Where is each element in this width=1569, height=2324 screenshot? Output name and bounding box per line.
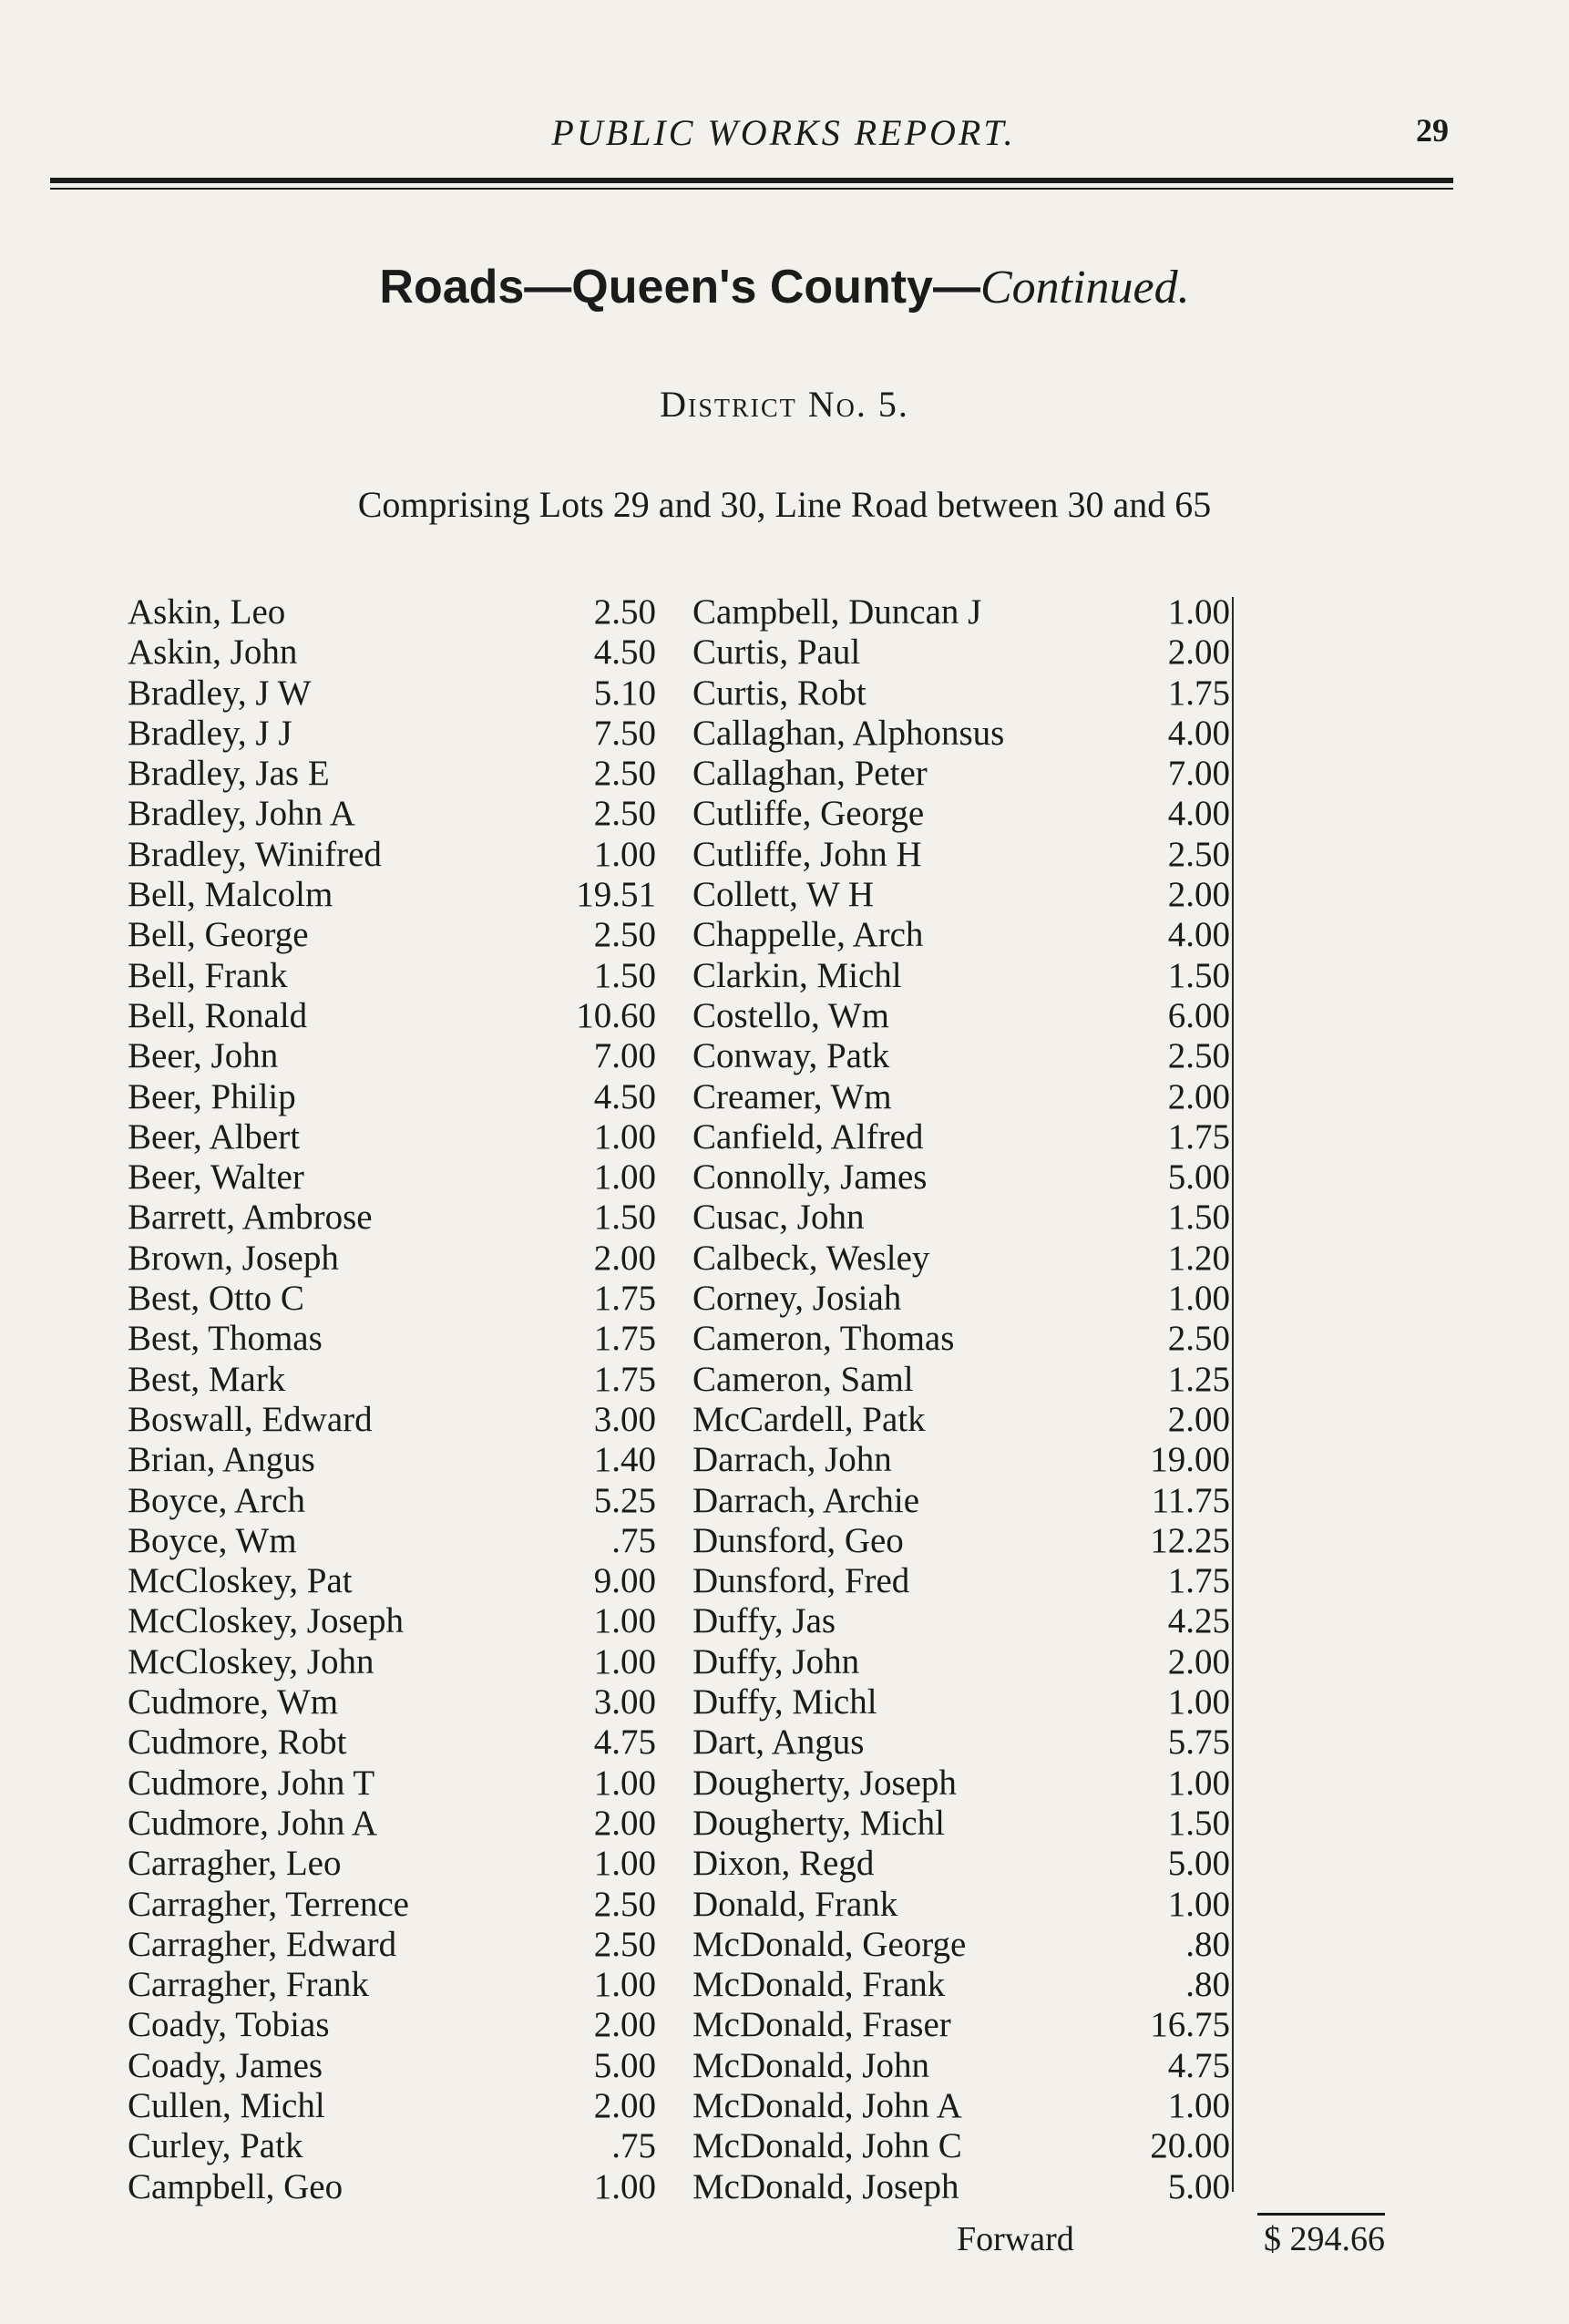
list-item	[692, 915, 1230, 955]
payee-name: Boyce, Arch	[128, 1480, 305, 1520]
list-item	[692, 1764, 1230, 1804]
payee-name: Callaghan, Peter	[692, 754, 928, 794]
list-item	[692, 1077, 1230, 1117]
list-item	[128, 632, 656, 673]
payee-name: Cudmore, Robt	[128, 1722, 347, 1763]
payee-amount: .75	[611, 2126, 656, 2166]
payee-amount: 1.00	[1167, 592, 1230, 632]
payee-name: Carragher, Terrence	[128, 1884, 409, 1924]
payee-amount: 2.50	[593, 754, 656, 794]
payee-amount: 2.00	[1167, 1399, 1230, 1439]
payee-amount: 4.25	[1167, 1601, 1230, 1641]
list-item	[692, 1481, 1230, 1521]
list-item	[128, 1925, 656, 1965]
list-item	[128, 1844, 656, 1884]
payee-name: Dougherty, Joseph	[692, 1763, 957, 1803]
payee-name: Dunsford, Geo	[692, 1520, 904, 1560]
payee-amount: 1.00	[593, 1601, 656, 1641]
list-item	[692, 754, 1230, 794]
payee-name: Dunsford, Fred	[692, 1561, 910, 1601]
list-item	[128, 1885, 656, 1925]
payee-amount: 2.50	[593, 1924, 656, 1964]
payee-name: Brown, Joseph	[128, 1238, 339, 1278]
payee-name: Best, Otto C	[128, 1279, 304, 1319]
list-item	[128, 1117, 656, 1157]
list-item	[128, 754, 656, 794]
payee-name: Cudmore, John T	[128, 1763, 375, 1803]
payee-name: Creamer, Wm	[692, 1076, 892, 1116]
payee-name: Bell, Malcolm	[128, 875, 333, 915]
payee-amount: 1.50	[1167, 1803, 1230, 1843]
list-item	[128, 592, 656, 632]
payee-amount: 2.00	[1167, 1076, 1230, 1116]
payee-amount: 1.00	[593, 834, 656, 874]
payee-amount: 1.50	[1167, 955, 1230, 995]
list-item	[692, 674, 1230, 714]
payee-amount: 2.00	[593, 2085, 656, 2125]
payee-name: Curley, Patk	[128, 2126, 303, 2166]
payee-amount: 1.00	[1167, 1763, 1230, 1803]
payee-name: Costello, Wm	[692, 995, 889, 1035]
payee-amount: 1.00	[593, 1641, 656, 1681]
payee-amount: 1.00	[593, 1844, 656, 1884]
list-item	[128, 1601, 656, 1641]
list-item	[128, 794, 656, 834]
section-title-continued: Continued.	[979, 262, 1190, 314]
running-title: PUBLIC WORKS REPORT.	[551, 112, 1016, 153]
payee-name: Cudmore, John A	[128, 1803, 378, 1843]
payee-name: Beer, Albert	[128, 1116, 301, 1157]
payee-name: Duffy, John	[692, 1641, 860, 1681]
forward-total: $ 294.66	[1264, 2220, 1385, 2258]
list-item	[128, 1239, 656, 1279]
payee-name: McCloskey, Pat	[128, 1561, 353, 1601]
payee-amount: 3.00	[593, 1682, 656, 1722]
list-item	[128, 1642, 656, 1682]
list-item	[128, 1440, 656, 1480]
payee-name: Bradley, J J	[128, 713, 292, 753]
list-item	[692, 1036, 1230, 1076]
payee-name: Bradley, John A	[128, 794, 355, 834]
list-item	[692, 996, 1230, 1036]
payee-amount: 7.00	[593, 1036, 656, 1076]
list-item	[128, 956, 656, 996]
payee-name: Curtis, Robt	[692, 673, 867, 713]
payee-name: Carragher, Edward	[128, 1924, 397, 1964]
payee-amount: 1.75	[1167, 1116, 1230, 1157]
payee-name: Cameron, Saml	[692, 1359, 914, 1399]
payee-name: Curtis, Paul	[692, 632, 861, 673]
payee-name: McDonald, John C	[692, 2126, 962, 2166]
payee-amount: 16.75	[1150, 2005, 1230, 2045]
district-heading: District No. 5.	[660, 384, 909, 425]
payee-name: Askin, John	[128, 632, 298, 673]
list-item	[692, 1157, 1230, 1198]
payee-amount: 1.75	[593, 1319, 656, 1359]
payee-name: McDonald, John A	[692, 2085, 962, 2125]
list-item	[692, 1198, 1230, 1238]
payee-name: Beer, Philip	[128, 1076, 296, 1116]
payee-name: Bell, George	[128, 915, 309, 955]
list-item	[128, 1965, 656, 2005]
list-item	[128, 1561, 656, 1601]
list-item	[128, 1400, 656, 1440]
payee-name: Dougherty, Michl	[692, 1803, 945, 1843]
total-rule	[1257, 2213, 1385, 2216]
payee-name: Chappelle, Arch	[692, 915, 924, 955]
list-item	[128, 714, 656, 754]
payee-amount: 1.00	[1167, 1279, 1230, 1319]
payee-amount: 5.00	[1167, 1157, 1230, 1198]
list-item	[692, 592, 1230, 632]
list-item	[692, 1642, 1230, 1682]
payee-amount: 2.00	[593, 1803, 656, 1843]
payee-amount: 1.00	[593, 2166, 656, 2206]
payee-name: Bradley, Jas E	[128, 754, 330, 794]
payee-amount: 1.50	[1167, 1198, 1230, 1238]
list-item	[692, 1885, 1230, 1925]
payee-name: Duffy, Jas	[692, 1601, 836, 1641]
payee-name: Donald, Frank	[692, 1884, 898, 1924]
list-item	[128, 1804, 656, 1844]
payee-name: Campbell, Duncan J	[692, 592, 982, 632]
list-item	[128, 2046, 656, 2086]
page-header	[55, 91, 1458, 178]
district-description: Comprising Lots 29 and 30, Line Road between 30 and 65	[357, 484, 1212, 525]
payee-amount: 2.50	[1167, 1036, 1230, 1076]
payee-name: Collett, W H	[692, 875, 874, 915]
list-item	[692, 835, 1230, 875]
payee-amount: 1.20	[1167, 1238, 1230, 1278]
payee-name: McDonald, Frank	[692, 1965, 946, 2005]
list-item	[128, 1521, 656, 1561]
payee-name: McDonald, Fraser	[692, 2005, 951, 2045]
payee-amount: 1.00	[593, 1116, 656, 1157]
payee-amount: 20.00	[1150, 2126, 1230, 2166]
payee-amount: 2.50	[593, 915, 656, 955]
payee-name: Darrach, John	[692, 1440, 892, 1480]
page-number: 29	[1416, 112, 1449, 149]
payee-amount: 2.50	[1167, 834, 1230, 874]
payee-amount: 3.00	[593, 1399, 656, 1439]
list-item	[692, 1400, 1230, 1440]
payee-amount: 2.00	[593, 1238, 656, 1278]
payee-amount: 1.75	[593, 1279, 656, 1319]
section-title	[0, 260, 1569, 314]
payee-name: Carragher, Frank	[128, 1965, 369, 2005]
payee-name: Cutliffe, George	[692, 794, 925, 834]
payee-name: Boyce, Wm	[128, 1520, 297, 1560]
payee-amount: 11.75	[1151, 1480, 1230, 1520]
payee-name: Cameron, Thomas	[692, 1319, 955, 1359]
payee-amount: 4.00	[1167, 915, 1230, 955]
payee-amount: 4.00	[1167, 794, 1230, 834]
payee-name: Cutliffe, John H	[692, 834, 922, 874]
payee-amount: 4.50	[593, 1076, 656, 1116]
list-item	[692, 2126, 1230, 2166]
list-item	[692, 2167, 1230, 2207]
payee-amount: 6.00	[1167, 995, 1230, 1035]
section-title-main: Roads—Queen's County—	[379, 261, 980, 314]
list-item	[692, 1279, 1230, 1319]
list-item	[128, 1360, 656, 1400]
list-item	[128, 1319, 656, 1359]
list-item	[128, 1157, 656, 1198]
payee-name: McCloskey, Joseph	[128, 1601, 404, 1641]
list-item	[128, 2167, 656, 2207]
list-item	[692, 2086, 1230, 2126]
payee-name: Coady, Tobias	[128, 2005, 330, 2045]
payee-name: Bradley, Winifred	[128, 834, 382, 874]
payee-name: Best, Mark	[128, 1359, 286, 1399]
payee-name: Cusac, John	[692, 1198, 865, 1238]
payee-name: Beer, John	[128, 1036, 279, 1076]
payee-name: Coady, James	[128, 2045, 323, 2085]
payee-name: McDonald, Joseph	[692, 2166, 959, 2206]
payee-amount: 2.00	[1167, 632, 1230, 673]
payee-amount: 2.00	[593, 2005, 656, 2045]
payee-amount: 1.00	[1167, 1682, 1230, 1722]
payee-name: Clarkin, Michl	[692, 955, 902, 995]
list-item	[692, 2005, 1230, 2045]
list-item	[692, 714, 1230, 754]
payee-name: Connolly, James	[692, 1157, 928, 1198]
amount-column-rule	[1232, 597, 1234, 2192]
list-item	[692, 1440, 1230, 1480]
payee-amount: 1.00	[593, 1965, 656, 2005]
right-column	[692, 592, 1230, 2207]
list-item	[128, 875, 656, 915]
payee-amount: 5.00	[1167, 1844, 1230, 1884]
list-item	[128, 1764, 656, 1804]
payee-name: McDonald, John	[692, 2045, 929, 2085]
payee-amount: 5.25	[593, 1480, 656, 1520]
payee-name: Carragher, Leo	[128, 1844, 342, 1884]
payee-name: Corney, Josiah	[692, 1279, 902, 1319]
payee-amount: .80	[1185, 1924, 1230, 1964]
list-item	[692, 1722, 1230, 1763]
payee-name: Askin, Leo	[128, 592, 286, 632]
payee-amount: 5.75	[1167, 1722, 1230, 1763]
payee-amount: 1.50	[593, 955, 656, 995]
list-item	[692, 632, 1230, 673]
payee-amount: 2.50	[593, 794, 656, 834]
payee-name: Canfield, Alfred	[692, 1116, 924, 1157]
list-item	[692, 1804, 1230, 1844]
payee-name: Duffy, Michl	[692, 1682, 877, 1722]
payee-amount: 19.00	[1150, 1440, 1230, 1480]
payee-amount: 4.00	[1167, 713, 1230, 753]
payee-name: Cudmore, Wm	[128, 1682, 339, 1722]
payee-amount: 2.00	[1167, 875, 1230, 915]
header-rule-thin	[50, 188, 1453, 190]
list-item	[692, 2046, 1230, 2086]
payee-amount: .80	[1185, 1965, 1230, 2005]
payee-name: McCloskey, John	[128, 1641, 374, 1681]
payee-amount: 5.00	[1167, 2166, 1230, 2206]
payee-amount: 10.60	[576, 995, 656, 1035]
list-item	[128, 1279, 656, 1319]
list-item	[692, 1925, 1230, 1965]
list-item	[692, 1682, 1230, 1722]
payee-name: Calbeck, Wesley	[692, 1238, 930, 1278]
payee-name: Boswall, Edward	[128, 1399, 373, 1439]
header-rule-thick	[50, 178, 1453, 183]
list-item	[692, 1965, 1230, 2005]
list-item	[128, 2126, 656, 2166]
payee-name: Cullen, Michl	[128, 2085, 325, 2125]
list-item	[692, 1601, 1230, 1641]
payee-name: Bell, Frank	[128, 955, 288, 995]
payee-name: Darrach, Archie	[692, 1480, 920, 1520]
list-item	[128, 674, 656, 714]
payee-amount: 1.40	[593, 1440, 656, 1480]
payee-amount: 2.50	[593, 1884, 656, 1924]
payee-amount: 4.50	[593, 632, 656, 673]
payee-amount: 19.51	[576, 875, 656, 915]
list-item	[692, 1117, 1230, 1157]
payee-amount: 12.25	[1150, 1520, 1230, 1560]
payee-name: Barrett, Ambrose	[128, 1198, 373, 1238]
payee-amount: .75	[611, 1520, 656, 1560]
list-item	[692, 1844, 1230, 1884]
list-item	[128, 2005, 656, 2045]
payee-name: Brian, Angus	[128, 1440, 315, 1480]
payee-amount: 1.00	[593, 1157, 656, 1198]
payee-amount: 1.50	[593, 1198, 656, 1238]
payee-amount: 1.00	[1167, 1884, 1230, 1924]
list-item	[128, 1198, 656, 1238]
list-item	[692, 1360, 1230, 1400]
forward-label: Forward	[957, 2220, 1074, 2258]
payee-amount: 5.10	[593, 673, 656, 713]
list-item	[128, 1722, 656, 1763]
list-item	[128, 915, 656, 955]
payee-name: Beer, Walter	[128, 1157, 304, 1198]
list-item	[692, 1239, 1230, 1279]
payee-amount: 4.75	[1167, 2045, 1230, 2085]
payee-name: Best, Thomas	[128, 1319, 323, 1359]
list-item	[128, 1682, 656, 1722]
list-item	[692, 1521, 1230, 1561]
payee-name: Campbell, Geo	[128, 2166, 344, 2206]
payee-amount: 1.25	[1167, 1359, 1230, 1399]
list-item	[692, 794, 1230, 834]
list-item	[692, 1561, 1230, 1601]
payee-amount: 1.75	[593, 1359, 656, 1399]
list-item	[128, 2086, 656, 2126]
payee-name: Dart, Angus	[692, 1722, 865, 1763]
payee-amount: 7.50	[593, 713, 656, 753]
list-item	[692, 956, 1230, 996]
payee-name: Callaghan, Alphonsus	[692, 713, 1005, 753]
payee-amount: 9.00	[593, 1561, 656, 1601]
payee-amount: 4.75	[593, 1722, 656, 1763]
payee-amount: 5.00	[593, 2045, 656, 2085]
payee-name: Dixon, Regd	[692, 1844, 875, 1884]
payee-amount: 1.00	[593, 1763, 656, 1803]
list-item	[128, 835, 656, 875]
payee-name: McCardell, Patk	[692, 1399, 926, 1439]
payee-name: Conway, Patk	[692, 1036, 890, 1076]
list-item	[128, 996, 656, 1036]
list-item	[128, 1481, 656, 1521]
list-item	[692, 875, 1230, 915]
payee-amount: 2.50	[1167, 1319, 1230, 1359]
payee-name: McDonald, George	[692, 1924, 967, 1964]
payee-amount: 7.00	[1167, 754, 1230, 794]
payee-amount: 2.00	[1167, 1641, 1230, 1681]
left-column	[128, 592, 656, 2207]
payee-amount: 1.75	[1167, 673, 1230, 713]
payee-amount: 1.75	[1167, 1561, 1230, 1601]
payee-name: Bradley, J W	[128, 673, 312, 713]
list-item	[128, 1036, 656, 1076]
list-item	[692, 1319, 1230, 1359]
payee-amount: 2.50	[593, 592, 656, 632]
payee-name: Bell, Ronald	[128, 995, 308, 1035]
payee-amount: 1.00	[1167, 2085, 1230, 2125]
list-item	[128, 1077, 656, 1117]
